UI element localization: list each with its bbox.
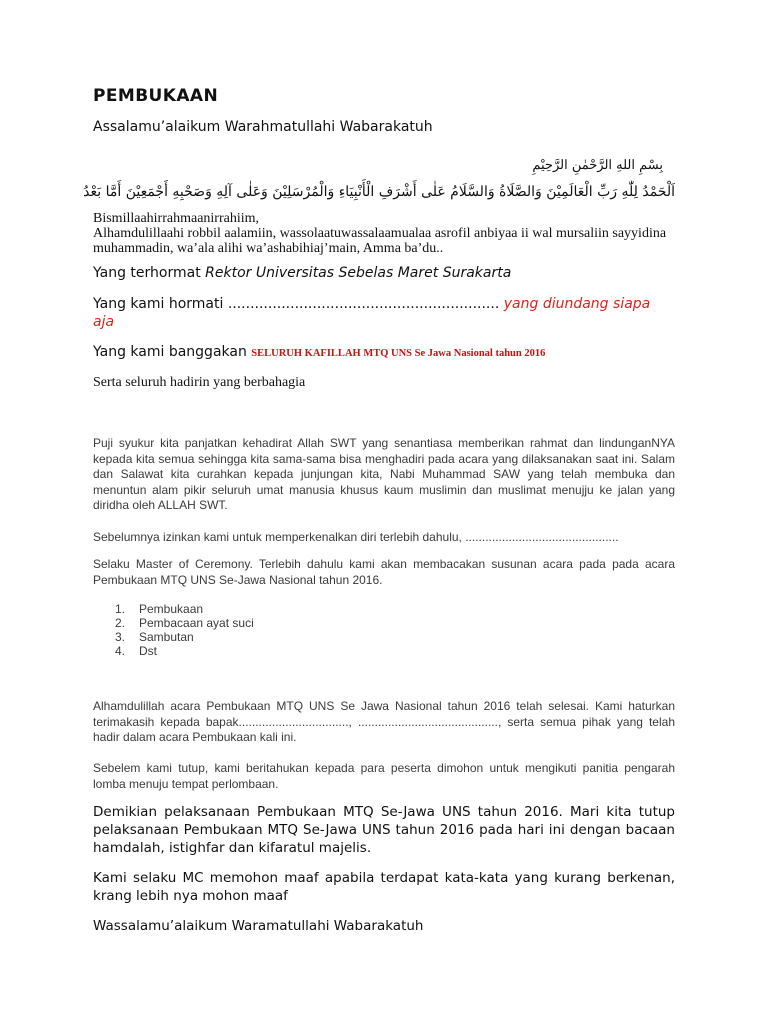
- agenda-item: 4. Dst: [115, 644, 157, 658]
- latin-transliteration: [93, 211, 675, 256]
- audience-line: Serta seluruh hadirin yang berbahagia: [93, 375, 306, 390]
- respected-note-continued: aja: [93, 314, 115, 330]
- page-title: PEMBUKAAN: [93, 86, 219, 106]
- honored-name: Rektor Universitas Sebelas Maret Surakarta: [205, 265, 512, 281]
- introduction-line: Sebelumnya izinkan kami untuk memperkenalkan diri terlebih dahulu, ..............................................: [93, 530, 619, 544]
- arabic-praise: اَلْحَمْدُ لِلّٰهِ رَبِّ الْعَالَمِيْنَ وَالصَّلَاةُ وَالسَّلَامُ عَلٰى أَشْرَفِ الْأَنْبِيَاءِ وَالْمُرْسَلِيْنَ وَعَلٰى آلِهِ وَصَحْبِهِ أَجْمَعِيْنَ أَمَّا بَعْدُ: [83, 184, 675, 200]
- respected-note: yang diundang siapa: [499, 296, 651, 312]
- proud-name: SELURUH KAFILLAH MTQ UNS Se Jawa Nasional tahun 2016: [251, 348, 546, 359]
- agenda-item: 3. Sambutan: [115, 630, 194, 644]
- gratitude-paragraph: Puji syukur kita panjatkan kehadirat Allah SWT yang senantiasa memberikan rahmat dan lindunganNYA kepada kita semua sehingga kita sama-sama bisa menghadiri pada acara yang dilaksanakan saat ini. Salam dan Salawat kita curahkan kepada junjungan kita, Nabi Muhammad SAW yang telah membuka dan menuntun alam pikir seluruh umat manusia khusus kaum muslimin dan muslimat menujju ke jalan yang diridha oleh ALLAH SWT.: [93, 436, 675, 513]
- mc-paragraph: Selaku Master of Ceremony. Terlebih dahulu kami akan membacakan susunan acara pada pada acara Pembukaan MTQ UNS Se-Jawa Nasional tahun 2016.: [93, 557, 675, 587]
- announcement-paragraph: Sebelem kami tutup, kami beritahukan kepada para peserta dimohon untuk mengikuti panitia pengarah lomba menuju tempat perlombaan.: [93, 761, 675, 791]
- respected-guest-line: [93, 295, 675, 331]
- proud-guest-line: [93, 344, 675, 360]
- closing-thanks-paragraph: Alhamdulillah acara Pembukaan MTQ UNS Se Jawa Nasional tahun 2016 telah selesai. Kami haturkan terimakasih kepada bapak................................., .........................................., serta semua pihak yang telah hadir dalam acara Pembukaan kali ini.: [93, 699, 675, 745]
- closing-statement-paragraph: Demikian pelaksanaan Pembukaan MTQ Se-Jawa UNS tahun 2016. Mari kita tutup pelaksanaan Pembukaan MTQ Se-Jawa UNS tahun 2016 pada hari ini dengan bacaan hamdalah, istighfar dan kifaratul majelis.: [93, 804, 675, 856]
- respected-prefix: Yang kami hormati .............................................................: [93, 296, 500, 312]
- latin-praise-line-1: Alhamdulillaahi robbil aalamiin, wassolaatuwassalaamualaa asrofil anbiyaa ii wal mursaliin sayyidina: [93, 226, 667, 241]
- opening-greeting: Assalamu’alaikum Warahmatullahi Wabarakatuh: [93, 119, 433, 135]
- agenda-list: [93, 602, 675, 658]
- farewell-greeting: Wassalamu’alaikum Waramatullahi Wabarakatuh: [93, 918, 424, 934]
- latin-praise-line-2: muhammadin, wa’ala alihi wa’ashabihiaj’main, Amma ba’du..: [93, 241, 444, 256]
- honored-guest-line: [93, 265, 675, 281]
- agenda-item: 1. Pembukaan: [115, 602, 204, 616]
- arabic-basmalah: بِسْمِ اللهِ الرَّحْمٰنِ الرَّحِيْمِ: [532, 158, 663, 173]
- apology-paragraph: Kami selaku MC memohon maaf apabila terdapat kata-kata yang kurang berkenan, krang lebih nya mohon maaf: [93, 870, 675, 904]
- proud-prefix: Yang kami banggakan: [93, 344, 252, 360]
- latin-basmalah: Bismillaahirrahmaanirrahiim,: [93, 211, 260, 226]
- honored-prefix: Yang terhormat: [93, 265, 206, 281]
- agenda-item: 2. Pembacaan ayat suci: [115, 616, 254, 630]
